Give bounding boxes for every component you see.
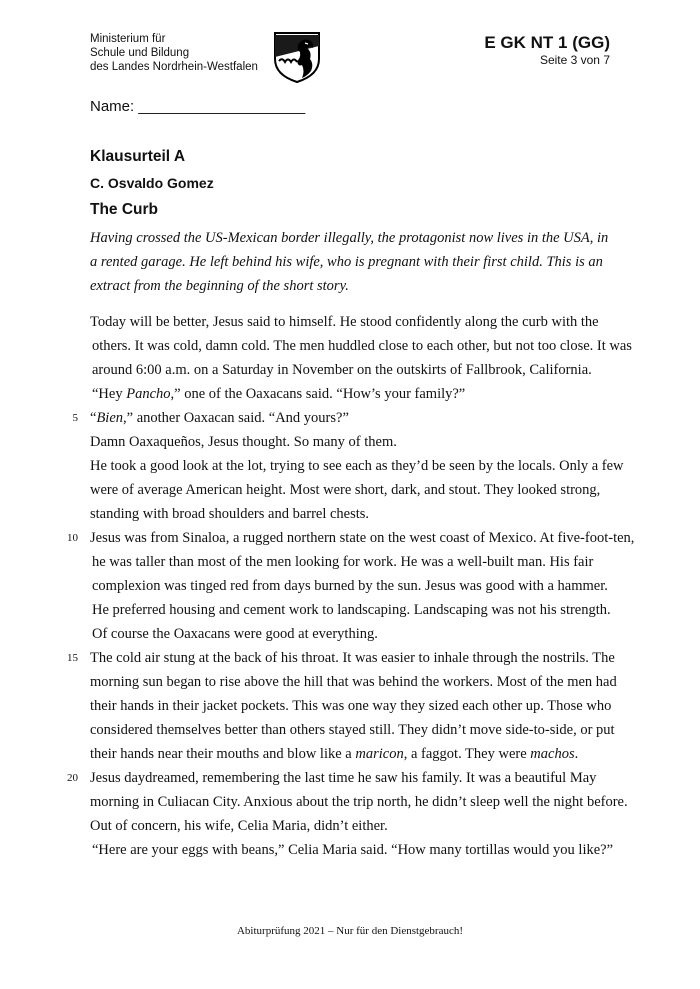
line-text: considered themselves better than others stayed still. They didn’t move side-to-side, or put: [90, 722, 615, 738]
name-field: Name: ____________________: [90, 98, 306, 115]
story-line: [0, 790, 700, 814]
story-line: [0, 838, 700, 862]
story-line: [0, 622, 700, 646]
line-number: 5: [72, 412, 78, 424]
line-text: their hands near their mouths and blow like a maricon, a faggot. They were machos.: [90, 746, 579, 762]
line-text: he was taller than most of the men looking for work. He was a well-built man. His fair: [92, 554, 594, 570]
story-line: [0, 574, 700, 598]
line-text: “Bien,” another Oaxacan said. “And yours?”: [90, 410, 349, 426]
line-text: complexion was tinged red from days burned by the sun. Jesus was good with a hammer.: [92, 578, 608, 594]
story-line: [0, 478, 700, 502]
ministry-line: Ministerium für: [90, 33, 166, 45]
line-text: Jesus daydreamed, remembering the last time he saw his family. It was a beautiful May: [90, 770, 597, 786]
line-text: others. It was cold, damn cold. The men huddled close to each other, but not too close. It was: [92, 338, 632, 354]
line-number: 10: [67, 532, 78, 544]
page-number: Seite 3 von 7: [539, 53, 610, 67]
ministry-name: [90, 32, 258, 74]
line-text: Of course the Oaxacans were good at everything.: [92, 626, 378, 642]
line-text: “Here are your eggs with beans,” Celia Maria said. “How many tortillas would you like?”: [92, 842, 614, 858]
line-text: Jesus was from Sinaloa, a rugged northern state on the west coast of Mexico. At five-foot-ten,: [90, 530, 635, 546]
story-line: [0, 814, 700, 838]
line-text: Damn Oaxaqueños, Jesus thought. So many of them.: [90, 434, 397, 450]
story-line: [0, 502, 700, 526]
line-text: “Hey Pancho,” one of the Oaxacans said. “How’s your family?”: [92, 386, 466, 402]
story-line: [0, 694, 700, 718]
story-line: [0, 742, 700, 766]
line-text: morning sun began to rise above the hill that was behind the workers. Most of the men had: [90, 674, 617, 690]
line-text: The cold air stung at the back of his throat. It was easier to inhale through the nostrils. The: [90, 650, 615, 666]
story-line: [0, 430, 700, 454]
story-text: [0, 310, 700, 862]
intro-line: a rented garage. He left behind his wife, who is pregnant with their first child. This is an: [90, 254, 603, 270]
story-line: [0, 310, 700, 334]
line-number: 15: [67, 652, 78, 664]
intro-paragraph: [90, 226, 630, 298]
author: C. Osvaldo Gomez: [90, 175, 214, 191]
intro-line: extract from the beginning of the short story.: [90, 278, 349, 294]
part-title: Klausurteil A: [90, 148, 186, 165]
story-line: [0, 718, 700, 742]
story-title: The Curb: [90, 201, 159, 218]
story-line: [0, 454, 700, 478]
story-line: [0, 526, 700, 550]
ministry-line: des Landes Nordrhein-Westfalen: [90, 61, 258, 73]
footer: Abiturprüfung 2021 – Nur für den Dienstgebrauch!: [236, 925, 464, 937]
story-line: [0, 406, 700, 430]
exam-code: E GK NT 1 (GG): [484, 33, 610, 52]
story-line: [0, 646, 700, 670]
story-line: [0, 334, 700, 358]
line-text: He took a good look at the lot, trying to see each as they’d be seen by the locals. Only a few: [90, 458, 624, 474]
story-line: [0, 670, 700, 694]
story-line: [0, 598, 700, 622]
story-line: [0, 766, 700, 790]
nrw-coat-of-arms-icon: [272, 31, 322, 83]
line-text: standing with broad shoulders and barrel chests.: [90, 506, 370, 522]
line-text: Today will be better, Jesus said to himself. He stood confidently along the curb with the: [90, 314, 599, 330]
line-number: 20: [67, 772, 78, 784]
story-line: [0, 358, 700, 382]
line-text: morning in Culiacan City. Anxious about the trip north, he didn’t sleep well the night before.: [90, 794, 628, 810]
ministry-line: Schule und Bildung: [90, 47, 190, 59]
intro-line: Having crossed the US-Mexican border illegally, the protagonist now lives in the USA, in: [90, 230, 609, 246]
line-text: around 6:00 a.m. on a Saturday in November on the outskirts of Fallbrook, California.: [92, 362, 592, 378]
story-line: [0, 550, 700, 574]
line-text: Out of concern, his wife, Celia Maria, didn’t either.: [90, 818, 388, 834]
line-text: He preferred housing and cement work to landscaping. Landscaping was not his strength.: [92, 602, 611, 618]
line-text: their hands in their jacket pockets. This was one way they sized each other up. Those who: [90, 698, 612, 714]
line-text: were of average American height. Most were short, dark, and stout. They looked strong,: [90, 482, 601, 498]
story-line: [0, 382, 700, 406]
